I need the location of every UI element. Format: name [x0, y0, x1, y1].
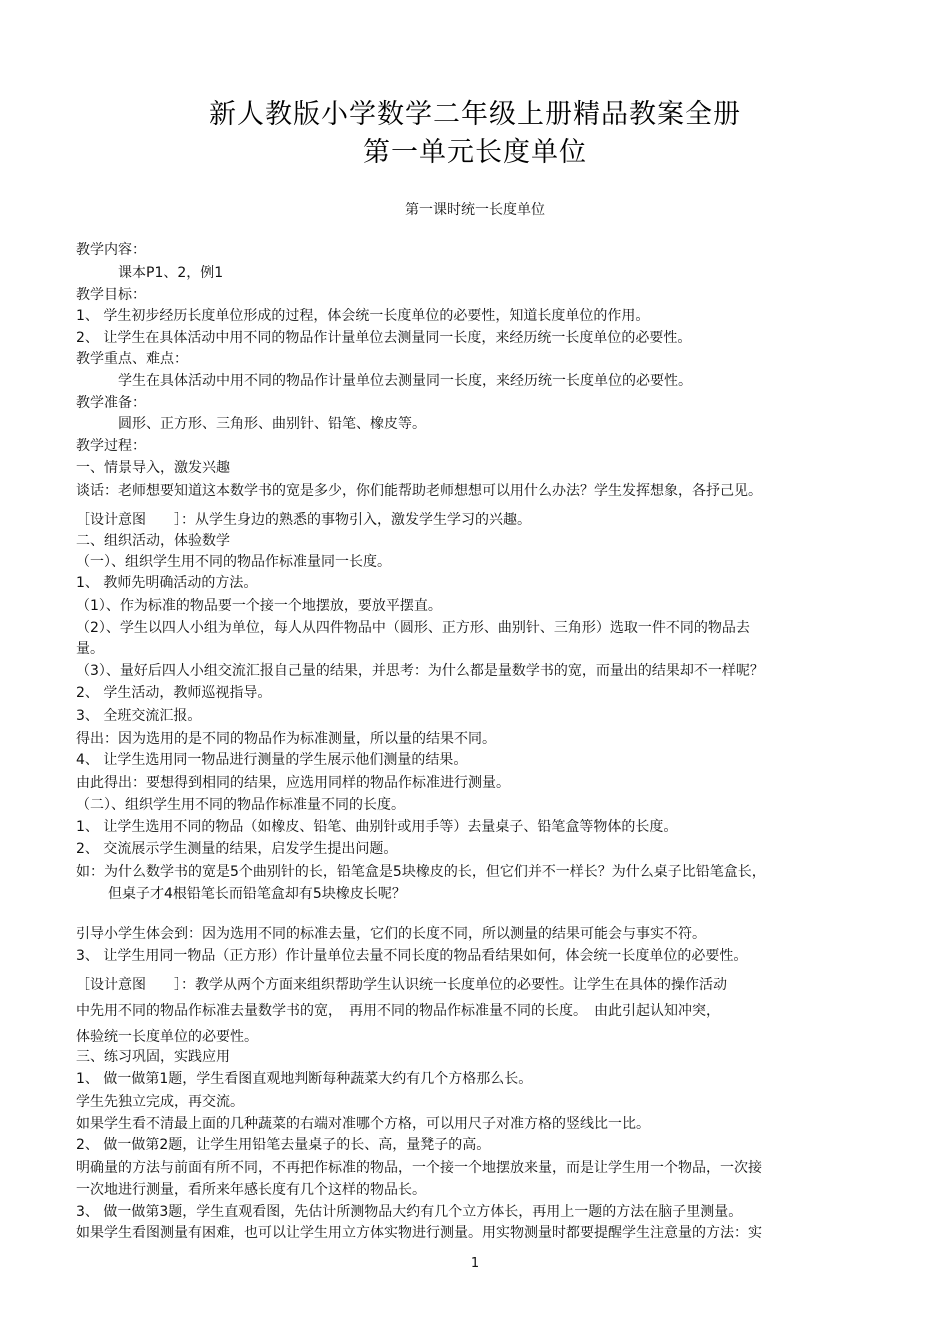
text-line: 如果学生看图测量有困难，也可以让学生用立方体实物进行测量。用实物测量时都要提醒学生注意量的方法：实: [76, 1225, 762, 1241]
text-line: 1、 教师先明确活动的方法。: [76, 575, 258, 591]
text-line: 教学内容：: [76, 242, 146, 258]
text-line: 二、组织活动，体验数学: [76, 533, 230, 549]
text-line: 学生在具体活动中用不同的物品作计量单位去测量同一长度，来经历统一长度单位的必要性。: [118, 373, 692, 389]
text-line: ［设计意图 ］：教学从两个方面来组织帮助学生认识统一长度单位的必要性。让学生在具体的操作活动: [76, 977, 727, 993]
lesson-title: 第一课时统一长度单位: [405, 202, 545, 218]
text-line: 学生先独立完成，再交流。: [76, 1094, 244, 1110]
text-line: 如果学生看不清最上面的几种蔬菜的右端对准哪个方格，可以用尺子对准方格的竖线比一比。: [76, 1116, 650, 1132]
text-line: 引导小学生体会到：因为选用不同的标准去量，它们的长度不同，所以测量的结果可能会与事实不符。: [76, 926, 706, 942]
text-line: 教学重点、难点：: [76, 351, 188, 367]
text-line: 教学过程：: [76, 438, 146, 454]
document-title: 新人教版小学数学二年级上册精品教案全册: [209, 99, 741, 130]
text-line: 教学目标：: [76, 287, 146, 303]
text-line: 3、 做一做第3题，学生直观看图，先估计所测物品大约有几个立方体长，再用上一题的方法在脑子里测量。: [76, 1204, 743, 1220]
text-line: （一）、组织学生用不同的物品作标准量同一长度。: [76, 554, 391, 570]
text-line: 明确量的方法与前面有所不同，不再把作标准的物品，一个接一个地摆放来量，而是让学生用一个物品，一次接: [76, 1160, 762, 1176]
text-line: 量。: [76, 641, 104, 657]
text-line: （1）、作为标准的物品要一个接一个地摆放，要放平摆直。: [76, 598, 442, 614]
text-line: 谈话：老师想要知道这本数学书的宽是多少，你们能帮助老师想想可以用什么办法？学生发挥想象，各抒己见。: [76, 483, 762, 499]
text-line: 一、情景导入，激发兴趣: [76, 460, 230, 476]
text-line: 2、 让学生在具体活动中用不同的物品作计量单位去测量同一长度，来经历统一长度单位的必要性。: [76, 330, 692, 346]
page-number: 1: [470, 1256, 480, 1271]
text-line: 1、 学生初步经历长度单位形成的过程，体会统一长度单位的必要性，知道长度单位的作用。: [76, 308, 650, 324]
text-line: 2、 学生活动，教师巡视指导。: [76, 685, 272, 701]
text-line: 三、练习巩固，实践应用: [76, 1049, 230, 1065]
text-line: （2）、学生以四人小组为单位，每人从四件物品中（圆形、正方形、曲别针、三角形）选取一件不同的物品去: [76, 620, 750, 636]
text-line: ［设计意图 ］：从学生身边的熟悉的事物引入，激发学生学习的兴趣。: [76, 512, 531, 528]
text-line: 2、 做一做第2题，让学生用铅笔去量桌子的长、高，量凳子的高。: [76, 1137, 491, 1153]
text-line: （3）、量好后四人小组交流汇报自己量的结果，并思考：为什么都是量数学书的宽，而量出的结果却不一样呢？: [76, 663, 764, 679]
text-line: 如：为什么数学书的宽是5个曲别针的长，铅笔盒是5块橡皮的长，但它们并不一样长？为什么桌子比铅笔盒长，: [76, 864, 766, 880]
text-line: 4、 让学生选用同一物品进行测量的学生展示他们测量的结果。: [76, 752, 468, 768]
text-line: 1、 让学生选用不同的物品（如橡皮、铅笔、曲别针或用手等）去量桌子、铅笔盒等物体的长度。: [76, 819, 678, 835]
text-line: 教学准备：: [76, 395, 146, 411]
text-line: 1、 做一做第1题，学生看图直观地判断每种蔬菜大约有几个方格那么长。: [76, 1071, 533, 1087]
text-line: 课本P1、2，例1: [118, 265, 224, 281]
text-line: 3、 让学生用同一物品（正方形）作计量单位去量不同长度的物品看结果如何，体会统一长度单位的必要性。: [76, 948, 748, 964]
text-line: 2、 交流展示学生测量的结果，启发学生提出问题。: [76, 841, 398, 857]
text-line: 由此得出：要想得到相同的结果，应选用同样的物品作标准进行测量。: [76, 775, 510, 791]
text-line: 中先用不同的物品作标准去量数学书的宽， 再用不同的物品作标准量不同的长度。 由此引起认知冲突，: [76, 1003, 720, 1019]
text-line: 一次地进行测量，看所来年感长度有几个这样的物品长。: [76, 1182, 426, 1198]
unit-title: 第一单元长度单位: [363, 137, 587, 168]
text-line: 体验统一长度单位的必要性。: [76, 1029, 258, 1045]
text-line: 3、 全班交流汇报。: [76, 708, 202, 724]
text-line: 圆形、正方形、三角形、曲别针、铅笔、橡皮等。: [118, 416, 426, 432]
text-line: 得出：因为选用的是不同的物品作为标准测量，所以量的结果不同。: [76, 731, 496, 747]
text-line: （二）、组织学生用不同的物品作标准量不同的长度。: [76, 797, 405, 813]
text-line: 但桌子才4根铅笔长而铅笔盒却有5块橡皮长呢？: [108, 886, 406, 902]
